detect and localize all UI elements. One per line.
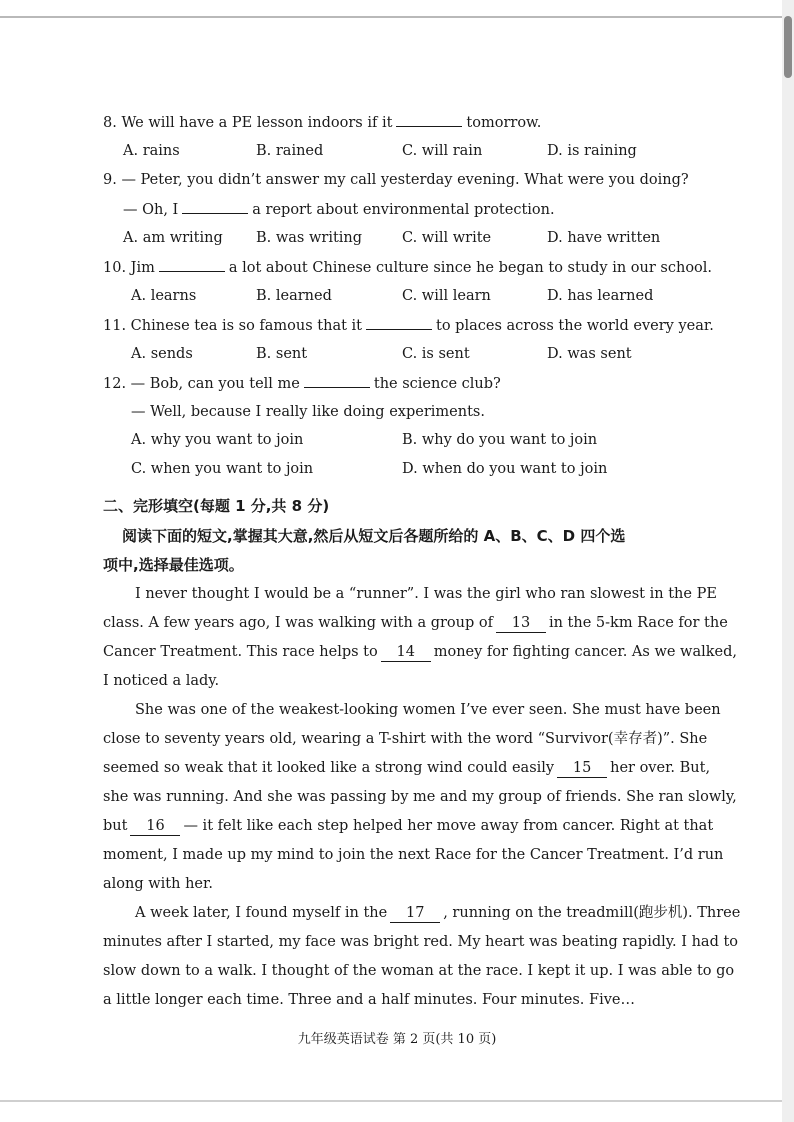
- passage-line: class. A few years ago, I was walking with a group of 13 in the 5-km Race for the: [103, 615, 728, 631]
- cloze-blank-16: 16: [130, 817, 180, 836]
- cloze-blank-13: 13: [496, 614, 546, 633]
- question-number: 9.: [103, 172, 117, 188]
- question-text: — Bob, can you tell me: [130, 376, 300, 392]
- cloze-blank-15: 15: [557, 759, 607, 778]
- question-number: 12.: [103, 376, 127, 392]
- question-text: Chinese tea is so famous that it: [130, 318, 363, 334]
- scrollbar[interactable]: [782, 0, 794, 1122]
- section-instruction: 阅读下面的短文,掌握其大意,然后从短文后各题所给的 A、B、C、D 四个选: [122, 527, 626, 545]
- passage-line: I never thought I would be a “runner”. I was the girl who ran slowest in the PE: [135, 586, 717, 602]
- scrollbar-thumb[interactable]: [784, 16, 792, 78]
- answer-blank: [304, 373, 370, 388]
- question-text: to places across the world every year.: [436, 318, 714, 334]
- option-a: A. why you want to join: [131, 432, 304, 448]
- bottom-border: [0, 1100, 782, 1102]
- passage-line: I noticed a lady.: [103, 673, 220, 689]
- option-d: D. is raining: [547, 143, 637, 159]
- question-9: [103, 170, 689, 190]
- passage-line: moment, I made up my mind to join the next Race for the Cancer Treatment. I’d run: [103, 847, 724, 863]
- option-a: A. learns: [131, 288, 197, 304]
- page-footer: 九年级英语试卷 第 2 页(共 10 页): [297, 1032, 497, 1047]
- option-c: C. when you want to join: [131, 461, 314, 477]
- question-9-reply: [123, 199, 555, 220]
- answer-blank: [366, 315, 432, 330]
- section-instruction: 项中,选择最佳选项。: [103, 556, 244, 574]
- passage-line: She was one of the weakest-looking women I’ve ever seen. She must have been: [135, 702, 721, 718]
- top-border: [0, 16, 782, 18]
- passage-line: Cancer Treatment. This race helps to 14 money for fighting cancer. As we walked,: [103, 644, 737, 660]
- option-c: C. will learn: [402, 288, 491, 304]
- passage-line: seemed so weak that it looked like a strong wind could easily 15 her over. But,: [103, 760, 711, 776]
- question-11: [103, 315, 714, 336]
- question-text: We will have a PE lesson indoors if it: [121, 115, 393, 131]
- answer-blank: [182, 199, 248, 214]
- question-text: — Peter, you didn’t answer my call yesterday evening. What were you doing?: [121, 172, 689, 188]
- question-number: 8.: [103, 115, 117, 131]
- cloze-blank-14: 14: [381, 643, 431, 662]
- option-a: A. sends: [131, 346, 193, 362]
- question-text: a report about environmental protection.: [252, 202, 555, 218]
- question-12: [103, 373, 501, 394]
- option-d: D. has learned: [547, 288, 654, 304]
- answer-blank: [396, 112, 462, 127]
- passage-line: A week later, I found myself in the 17 , running on the treadmill(跑步机). Three: [135, 905, 741, 921]
- question-number: 11.: [103, 318, 127, 334]
- answer-blank: [159, 257, 225, 272]
- cloze-blank-17: 17: [390, 904, 440, 923]
- question-text: a lot about Chinese culture since he began to study in our school.: [228, 260, 713, 276]
- option-b: B. was writing: [256, 230, 363, 246]
- passage-line: but 16 — it felt like each step helped her move away from cancer. Right at that: [103, 818, 714, 834]
- passage-line: minutes after I started, my face was bright red. My heart was beating rapidly. I had to: [103, 934, 739, 950]
- section-heading: 二、完形填空(每题 1 分,共 8 分): [103, 497, 330, 515]
- option-c: C. will rain: [402, 143, 483, 159]
- question-text: Jim: [130, 260, 155, 276]
- question-text: tomorrow.: [466, 115, 542, 131]
- option-a: A. rains: [123, 143, 180, 159]
- question-8: [103, 112, 541, 133]
- passage-line: a little longer each time. Three and a half minutes. Four minutes. Five…: [103, 992, 635, 1008]
- question-number: 10.: [103, 260, 127, 276]
- option-b: B. rained: [256, 143, 324, 159]
- question-text: — Oh, I: [123, 202, 179, 218]
- passage-line: slow down to a walk. I thought of the woman at the race. I kept it up. I was able to go: [103, 963, 735, 979]
- passage-line: close to seventy years old, wearing a T-shirt with the word “Survivor(幸存者)”. She: [103, 731, 708, 747]
- option-c: C. will write: [402, 230, 492, 246]
- option-b: B. learned: [256, 288, 332, 304]
- option-d: D. have written: [547, 230, 661, 246]
- question-text: the science club?: [373, 376, 501, 392]
- question-10: [103, 257, 712, 278]
- option-d: D. when do you want to join: [402, 461, 608, 477]
- option-a: A. am writing: [123, 230, 223, 246]
- option-c: C. is sent: [402, 346, 470, 362]
- option-b: B. sent: [256, 346, 308, 362]
- question-12-reply: — Well, because I really like doing experiments.: [131, 404, 485, 420]
- option-b: B. why do you want to join: [402, 432, 598, 448]
- passage-line: along with her.: [103, 876, 213, 892]
- passage-line: she was running. And she was passing by me and my group of friends. She ran slowly,: [103, 789, 737, 805]
- option-d: D. was sent: [547, 346, 632, 362]
